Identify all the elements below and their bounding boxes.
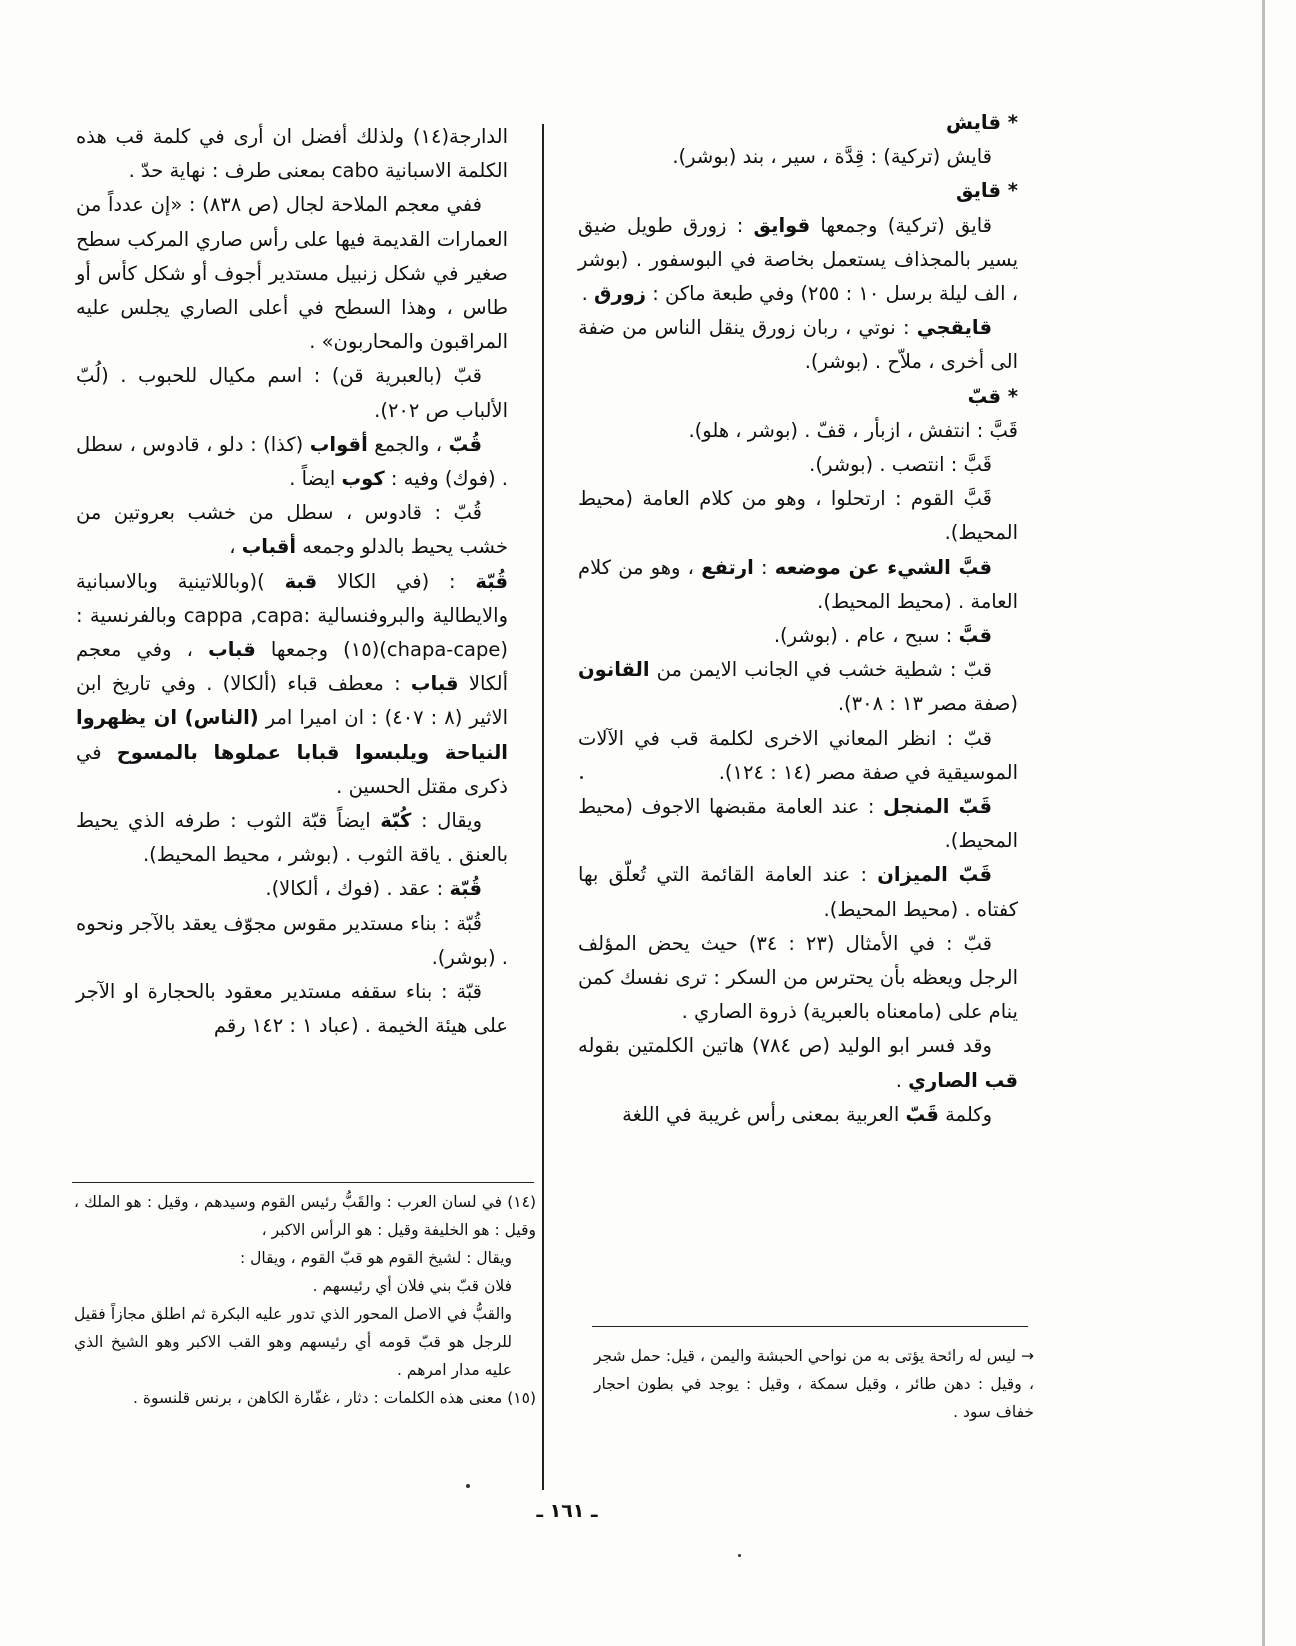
- paragraph: [76, 804, 508, 872]
- paragraph-text: ،: [229, 535, 242, 559]
- paragraph-text: .: [895, 1068, 909, 1092]
- footnote: (١٤) في لسان العرب : والقَبُّ رئيس القوم وسيدهم ، وقيل : هو الملك ، وقيل : هو الخليفة وقيل : هو الرأس الاكبر ،: [74, 1193, 536, 1239]
- footnote: ويقال : لشيخ القوم هو قبّ القوم ، ويقال :: [239, 1249, 512, 1267]
- footnote-rule: [592, 1326, 1028, 1327]
- headword: قباب: [410, 672, 459, 696]
- paragraph-text: ، وفي معجم ألكالا: [76, 638, 509, 696]
- paragraph-text: : نوتي ، ربان زورق ينقل الناس من ضفة الى أخرى ، ملاّح . (بوشر).: [578, 316, 1018, 374]
- headword: كوب: [341, 467, 385, 491]
- quoted-emphasis: (الناس) ان يظهروا النياحة ويلبسوا قبابا عملوها بالمسوح: [76, 706, 508, 764]
- headword: قبَّ: [958, 624, 992, 648]
- headword: قوايق: [753, 213, 811, 237]
- paragraph-text: ، وهو من كلام العامة . (محيط المحيط).: [578, 555, 1018, 613]
- page-edge-shadow: [1262, 0, 1265, 1646]
- paragraph-text: .: [581, 282, 595, 306]
- page-number: ـ ١٦١ ـ: [536, 1500, 598, 1522]
- paragraph-text: قبّ : شطية خشب في الجانب الايمن من: [649, 658, 992, 682]
- paragraph-text: قُبّة : بناء مستدير مقوس مجوّف يعقد بالآجر ونحوه . (بوشر).: [76, 911, 508, 969]
- paragraph: [76, 120, 508, 188]
- paragraph-text: قبّة : بناء سقفه مستدير معقود بالحجارة او الآجر على هيئة الخيمة . (عباد ١ : ١٤٢ رقم: [76, 980, 508, 1038]
- paragraph-text: ويقال :: [411, 809, 482, 833]
- paragraph-text: في ذكرى مقتل الحسين .: [76, 740, 508, 798]
- paragraph-text: : (في الكالا: [317, 569, 476, 593]
- footnote: [594, 1342, 1034, 1426]
- footnotes-right: [594, 1342, 1034, 1426]
- scan-speck: [738, 1554, 741, 1557]
- footnote-rule: [72, 1182, 534, 1183]
- paragraph-text: : عند العامة مقبضها الاجوف (محيط المحيط).: [578, 795, 1018, 853]
- paragraph-text: (صفة مصر ١٣ : ٣٠٨).: [837, 692, 1018, 716]
- paragraph-text: (كذا) : دلو ، قادوس ، سطل . (فوك) وفيه :: [76, 432, 508, 491]
- headword: قباب: [208, 638, 256, 662]
- paragraph: [578, 209, 1018, 312]
- paragraph: [578, 653, 1018, 721]
- entry-heading-text: * قبّ: [967, 384, 1018, 408]
- paragraph-text: قَبَّ : انتصب . (بوشر).: [809, 453, 992, 477]
- headword: أقواب: [309, 432, 368, 456]
- paragraph-text: قبّ : انظر المعاني الاخرى لكلمة قب في الآلات الموسيقية في صفة مصر (١٤ : ١٢٤).: [578, 726, 1018, 784]
- footnote: (١٥) معنى هذه الكلمات : دثار ، غفّارة الكاهن ، برنس قلنسوة .: [133, 1389, 536, 1407]
- entry-heading-text: * قايق: [956, 179, 1018, 203]
- paragraph-text: : زورق طويل ضيق يسير بالمجذاف يستعمل بخاصة في البوسفور . (بوشر ، الف ليلة برسل ١٠ : ٢٥٥) وفي طبعة ماكن :: [578, 213, 1018, 306]
- paragraph: [578, 1098, 1018, 1132]
- entry-heading-text: * قايش: [946, 111, 1018, 134]
- paragraph: [76, 496, 508, 564]
- paragraph: [578, 619, 1018, 653]
- paragraph-text: قُبّ : قادوس ، سطل من خشب بعروتين من خشب يحيط بالدلو وجمعه: [76, 501, 508, 559]
- paragraph: [76, 428, 508, 496]
- paragraph: [578, 551, 1018, 619]
- paragraph: [76, 188, 508, 359]
- paragraph-text: قَبَّ : انتفش ، ازبأر ، قفّ . (بوشر ، هلو).: [688, 418, 1018, 442]
- right-column: [578, 106, 1018, 1132]
- headword: قُبّة: [449, 877, 482, 901]
- paragraph-text: ، والجمع: [367, 432, 449, 456]
- paragraph-text: ايضاً قبّة الثوب : طرفه الذي يحيط بالعنق . ياقة الثوب . (بوشر ، محيط المحيط).: [76, 809, 508, 867]
- continuation-arrow-icon: →: [1021, 1347, 1034, 1365]
- paragraph-text: : عند العامة القائمة التي تُعلّق بها كفتاه . (محيط المحيط).: [578, 863, 1018, 921]
- paragraph-text: قايق (تركية) وجمعها: [810, 213, 992, 237]
- headword: زورق: [594, 282, 647, 306]
- paragraph: [76, 565, 508, 804]
- left-column: [76, 120, 508, 1043]
- headword: كُبّة: [380, 809, 412, 833]
- entry-heading: [578, 380, 1018, 414]
- headword: قب الصاري: [908, 1068, 1018, 1092]
- paragraph-text: قايش (تركية) : قِدَّة ، سير ، بند (بوشر).: [672, 145, 992, 169]
- headword: قبة: [284, 569, 318, 593]
- paragraph-text: )(وباللاتينية وبالاسبانية والايطالية والبروفنسالية :cappa ,capa وبالفرنسية : (chapa-cape)(١٥) وجمعها: [76, 569, 508, 662]
- paragraph-text: قبّ (بالعبرية قن) : اسم مكيال للحبوب . (لُبّ الألباب ص ٢٠٢).: [76, 364, 508, 422]
- headword: قايقجي: [916, 316, 992, 340]
- paragraph-text: الدارجة(١٤) ولذلك أفضل ان أرى في كلمة قب هذه الكلمة الاسبانية cabo بمعنى طرف : نهاية حدّ .: [76, 125, 508, 183]
- column-divider: [542, 124, 544, 1490]
- entry-heading: [578, 106, 1018, 140]
- paragraph-text: : سبح ، عام . (بوشر).: [773, 624, 959, 648]
- footnote-text: ليس له رائحة يؤتى به من نواحي الحبشة واليمن ، قيل: حمل شجر ، وقيل : دهن طائر ، وقيل سمكة ، وقيل : يوجد في بطون احجار خفاف سود .: [594, 1347, 1034, 1421]
- paragraph: [578, 790, 1018, 858]
- footnotes-left: [74, 1188, 536, 1412]
- paragraph: [578, 927, 1018, 1030]
- paragraph: [578, 1029, 1018, 1097]
- paragraph: [578, 311, 1018, 379]
- paragraph: [76, 872, 508, 906]
- footnote: والقبُّ في الاصل المحور الذي تدور عليه البكرة ثم اطلق مجازاً فقيل للرجل هو قبّ قومه أي رئيسهم وهو القب الاكبر وهو الشيخ الذي عليه مدار امرهم .: [74, 1305, 512, 1379]
- paragraph-text: وقد فسر ابو الوليد (ص ٧٨٤) هاتين الكلمتين بقوله: [578, 1034, 992, 1058]
- paragraph-text: : معطف قباء (ألكالا) . وفي تاريخ ابن الاثير (٨ : ٤٠٧) : ان اميرا امر: [76, 672, 508, 730]
- headword: قَبّ المنجل: [882, 795, 992, 819]
- paragraph: [76, 359, 508, 427]
- scan-speck: [580, 776, 583, 779]
- paragraph: [76, 975, 508, 1043]
- paragraph: [578, 448, 1018, 482]
- headword: قُبّة: [475, 569, 508, 593]
- paragraph: [578, 482, 1018, 550]
- headword: قَبّ: [905, 1102, 939, 1126]
- headword: أقباب: [241, 535, 297, 559]
- paragraph: [76, 907, 508, 975]
- paragraph-text: ففي معجم الملاحة لجال (ص ٨٣٨) : «إن عدداً من العمارات القديمة فيها على رأس صاري المركب سطح صغير في شكل زنبيل مستدير أجوف أو شكل كأس أو طاس ، وهذا السطح في أعلى الصاري يجلس عليه المراقبون والمحاربون» .: [76, 193, 508, 354]
- paragraph-text: ايضاً .: [289, 467, 342, 491]
- paragraph: [578, 858, 1018, 926]
- paragraph: [578, 722, 1018, 790]
- paragraph-text: وكلمة: [938, 1102, 992, 1126]
- entry-heading: [578, 174, 1018, 208]
- headword: القانون: [578, 658, 650, 682]
- headword: قبَّ الشيء عن موضعه: [774, 555, 993, 579]
- paragraph-text: العربية بمعنى رأس غريبة في اللغة: [622, 1102, 906, 1126]
- paragraph-text: : عقد . (فوك ، ألكالا).: [265, 877, 450, 901]
- paragraph-text: قَبَّ القوم : ارتحلوا ، وهو من كلام العامة (محيط المحيط).: [578, 487, 1018, 545]
- paragraph-text: قبّ : في الأمثال (٢٣ : ٣٤) حيث يحض المؤلف الرجل ويعظه بأن يحترس من السكر : ترى نفسك كمن ينام على (مامعناه بالعبرية) ذروة الصاري .: [578, 931, 1018, 1024]
- paragraph: [578, 140, 1018, 174]
- paragraph-text: :: [753, 555, 775, 579]
- headword: قَبّ الميزان: [877, 863, 992, 887]
- footnote: فلان قبّ بني فلان أي رئيسهم .: [312, 1277, 512, 1295]
- headword: قُبّ: [448, 432, 483, 456]
- headword: ارتفع: [701, 555, 754, 579]
- paragraph: [578, 414, 1018, 448]
- scan-speck: [466, 1484, 470, 1488]
